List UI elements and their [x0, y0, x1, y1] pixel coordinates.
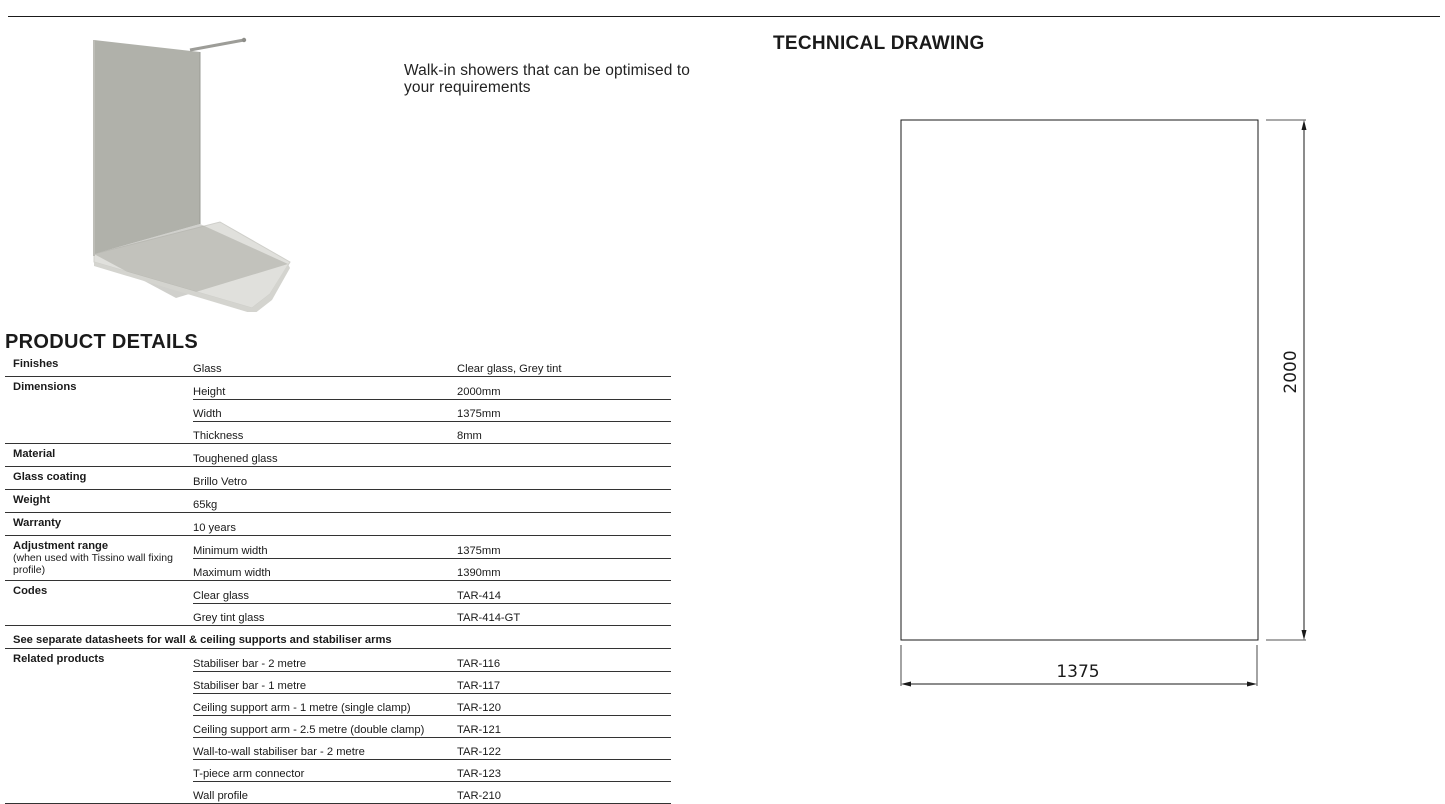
table-row: Glass Clear glass, Grey tint [193, 363, 562, 375]
details-group-codes [5, 581, 671, 626]
details-group-material [5, 444, 671, 467]
group-label: Codes [13, 585, 48, 597]
details-group-glass-coating [5, 467, 671, 490]
group-label: Finishes [13, 358, 59, 370]
group-label: Glass coating [13, 471, 87, 483]
height-dimension-label: 2000 [1281, 350, 1301, 394]
table-row: Brillo Vetro [193, 476, 248, 488]
technical-drawing-title: TECHNICAL DRAWING [773, 33, 985, 54]
details-group-dimensions [5, 377, 671, 444]
width-arrow-left [901, 682, 911, 687]
table-row: Ceiling support arm - 1 metre (single clamp) TAR-120 [193, 693, 671, 715]
table-row: Stabiliser bar - 1 metre TAR-117 [193, 671, 671, 693]
width-dimension-label: 1375 [1056, 662, 1100, 682]
details-group-finishes [5, 354, 671, 377]
group-label: Dimensions [13, 381, 77, 393]
table-row: Minimum width 1375mm [193, 545, 501, 557]
table-row: T-piece arm connector TAR-123 [193, 759, 671, 781]
details-group-warranty [5, 513, 671, 536]
table-row: Maximum width 1390mm [193, 558, 671, 580]
group-label: Adjustment range (when used with Tissino wall fixing profile) [5, 536, 193, 580]
table-row: Thickness 8mm [193, 421, 671, 443]
width-arrow-right [1247, 682, 1257, 687]
tagline: Walk-in showers that can be optimised to your requirements [404, 62, 690, 96]
table-row: Ceiling support arm - 2.5 metre (double clamp) TAR-121 [193, 715, 671, 737]
height-arrow-bottom [1302, 630, 1307, 640]
table-row: Wall profile TAR-210 [193, 781, 671, 803]
details-group-adjustment-range [5, 536, 671, 581]
table-row: Height 2000mm [193, 386, 501, 398]
product-details-table [5, 354, 671, 804]
height-arrow-top [1302, 120, 1307, 130]
product-details-title: PRODUCT DETAILS [5, 331, 199, 353]
group-label: Warranty [13, 517, 62, 529]
shower-panel-image [80, 32, 300, 312]
top-rule [8, 16, 1440, 17]
group-label: Weight [13, 494, 51, 506]
table-row: 65kg [193, 499, 218, 511]
table-row: Width 1375mm [193, 399, 671, 421]
table-row: Toughened glass [193, 453, 278, 465]
details-group-weight [5, 490, 671, 513]
group-sublabel: (when used with Tissino wall fixing profile) [13, 552, 173, 576]
table-row: Wall-to-wall stabiliser bar - 2 metre TAR-122 [193, 737, 671, 759]
table-row: Clear glass TAR-414 [193, 590, 501, 602]
group-label: Material [13, 448, 56, 460]
group-label: Related products [13, 653, 105, 665]
table-row: Stabiliser bar - 2 metre TAR-116 [193, 658, 501, 670]
table-row: Grey tint glass TAR-414-GT [193, 603, 671, 625]
table-row: 10 years [193, 522, 236, 534]
details-group-related-products [5, 649, 671, 804]
panel-outline [901, 120, 1258, 640]
datasheet-note: See separate datasheets for wall & ceiling supports and stabiliser arms [5, 626, 671, 649]
